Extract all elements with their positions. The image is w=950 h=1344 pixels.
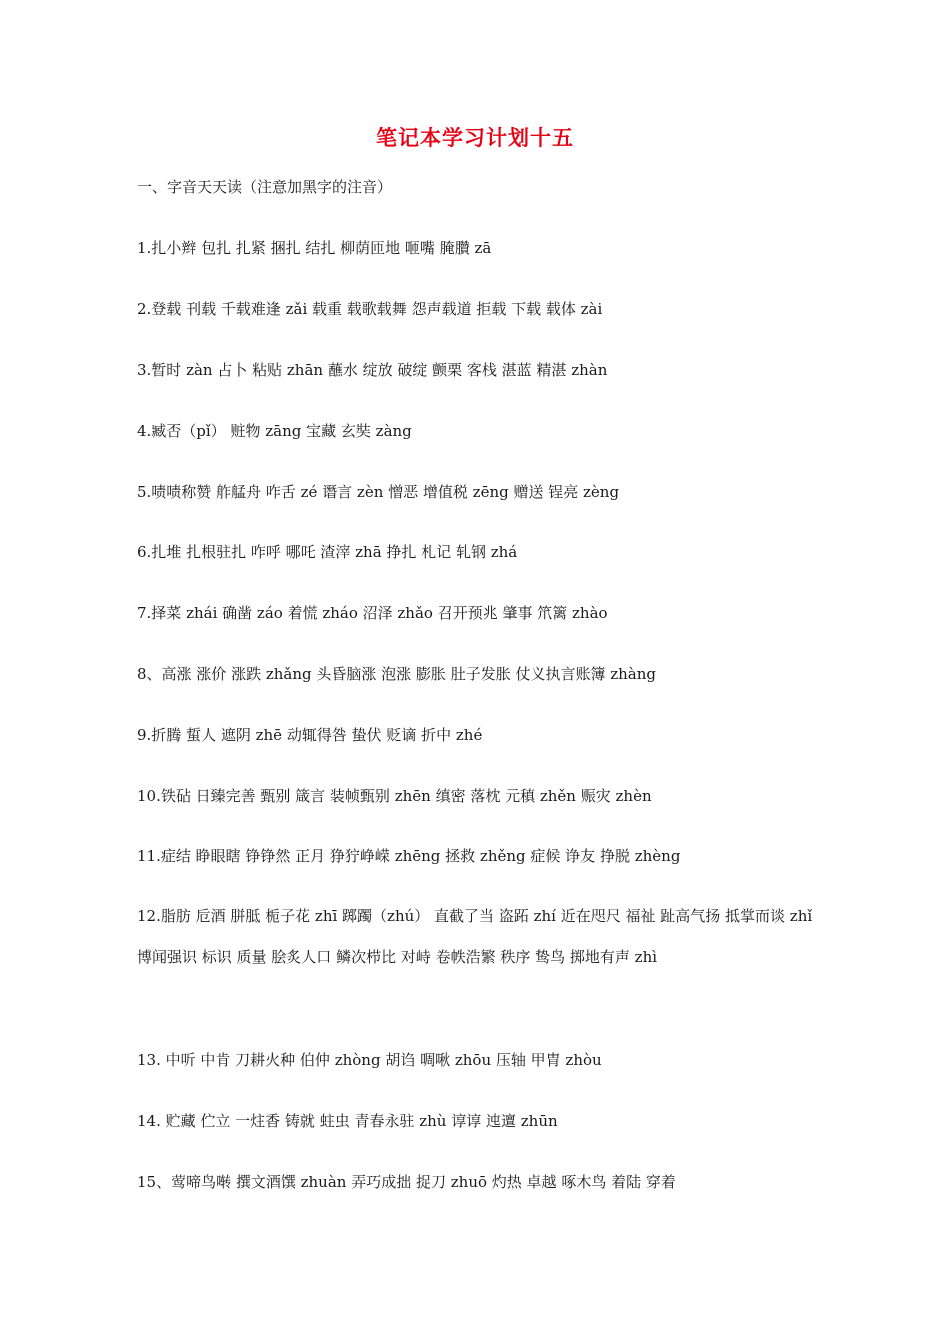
list-item: 12.脂肪 卮酒 胼胝 栀子花 zhī 踯躅（zhú） 直截了当 盗跖 zhí 近在咫尺 福祉 趾高气扬 抵掌而谈 zhǐ 博闻强识 标识 质量 脍炙人口 鳞次栉比 对峙 卷帙浩繁 秩序 鸷鸟 掷地有声 zhì: [137, 907, 813, 966]
list-item: 3.暂时 zàn 占卜 粘贴 zhān 蘸水 绽放 破绽 颤栗 客栈 湛蓝 精湛 zhàn: [137, 361, 608, 379]
list-item: 10.铁砧 日臻完善 甄别 箴言 装帧甄别 zhēn 缜密 落枕 元稹 zhěn 赈灾 zhèn: [137, 787, 652, 805]
list-item: 15、莺啼鸟啭 撰文酒馔 zhuàn 弄巧成拙 捉刀 zhuō 灼热 卓越 啄木鸟 着陆 穿着: [137, 1173, 676, 1191]
list-item: 9.折腾 蜇人 遮阴 zhē 动辄得咎 蛰伏 贬谪 折中 zhé: [137, 726, 483, 744]
list-item: 8、高涨 涨价 涨跌 zhǎng 头昏脑涨 泡涨 膨胀 肚子发胀 仗义执言账簿 zhàng: [137, 665, 656, 683]
document-title: 笔记本学习计划十五: [376, 125, 574, 150]
section-heading: 一、字音天天读（注意加黑字的注音）: [137, 178, 393, 196]
list-item: 7.择菜 zhái 确凿 záo 着慌 zháo 沼泽 zhǎo 召开预兆 肇事 笊篱 zhào: [137, 604, 608, 622]
list-item: 6.扎堆 扎根驻扎 咋呼 哪吒 渣滓 zhā 挣扎 札记 轧钢 zhá: [137, 543, 518, 561]
list-item: 14. 贮藏 伫立 一炷香 铸就 蛀虫 青春永驻 zhù 谆谆 迍邅 zhūn: [137, 1112, 558, 1130]
list-item: 5.啧啧称赞 舴艋舟 咋舌 zé 谮言 zèn 憎恶 增值税 zēng 赠送 锃亮 zèng: [137, 483, 620, 501]
list-item: 2.登载 刊载 千载难逢 zǎi 载重 载歌载舞 怨声载道 拒载 下载 载体 zài: [137, 300, 603, 318]
list-item: 13. 中听 中肯 刀耕火种 伯仲 zhòng 胡诌 啁啾 zhōu 压轴 甲胄 zhòu: [137, 1051, 602, 1069]
list-item: 1.扎小辫 包扎 扎紧 捆扎 结扎 柳荫匝地 咂嘴 腌臢 zā: [137, 239, 492, 257]
list-item: 11.症结 睁眼瞎 铮铮然 正月 狰狞峥嵘 zhēng 拯救 zhěng 症候 诤友 挣脱 zhèng: [137, 847, 681, 865]
list-item: 4.臧否（pǐ） 赃物 zāng 宝藏 玄奘 zàng: [137, 422, 412, 440]
